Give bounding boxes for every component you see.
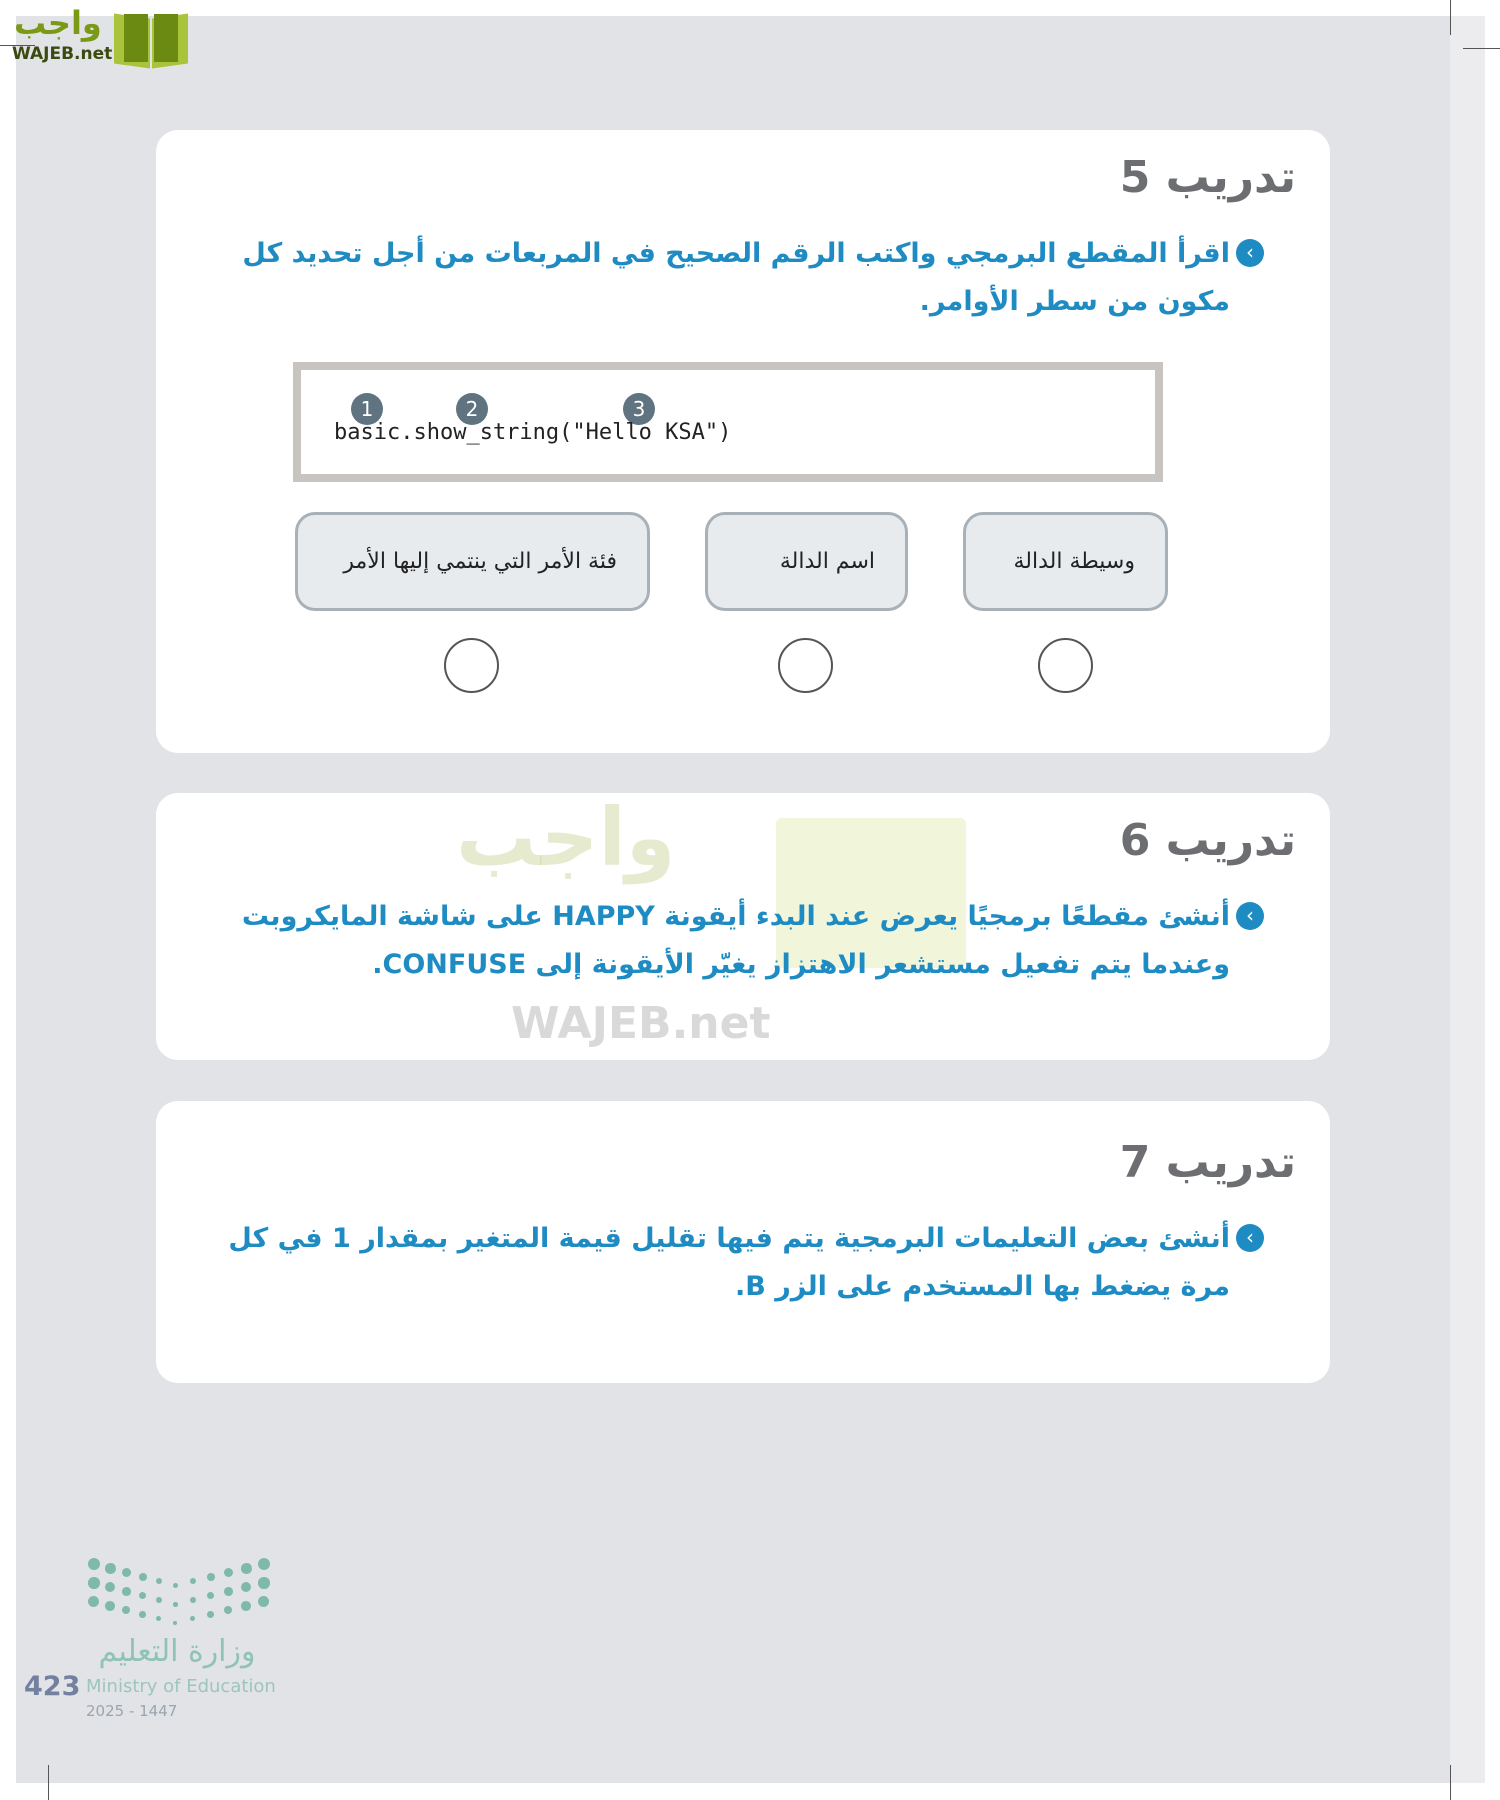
logo-dot bbox=[122, 1587, 131, 1596]
question-text: اقرأ المقطع البرمجي واكتب الرقم الصحيح في المربعات من أجل تحديد كل مكون من سطر الأوامر. bbox=[242, 238, 1230, 317]
crop-mark bbox=[1450, 1765, 1451, 1800]
watermark-arabic: واجب bbox=[456, 791, 676, 884]
logo-dot bbox=[173, 1602, 178, 1607]
logo-dot bbox=[173, 1583, 178, 1588]
exercise-5-card bbox=[156, 130, 1330, 753]
crop-mark bbox=[1463, 48, 1500, 49]
exercise-title: تدريب 5 bbox=[1119, 152, 1296, 203]
academic-years: 2025 - 1447 bbox=[86, 1702, 178, 1720]
badge-2: 2 bbox=[456, 393, 488, 425]
watermark-latin: WAJEB.net bbox=[511, 998, 771, 1049]
logo-dot bbox=[258, 1596, 269, 1607]
chevron-left-icon: ‹ bbox=[1236, 1224, 1264, 1252]
logo-dot bbox=[258, 1577, 270, 1589]
badge-1: 1 bbox=[351, 393, 383, 425]
logo-dot bbox=[156, 1597, 162, 1603]
answer-circle-1[interactable] bbox=[1038, 638, 1093, 693]
option-command-category: فئة الأمر التي ينتمي إليها الأمر bbox=[295, 512, 650, 611]
question-text: أنشئ بعض التعليمات البرمجية يتم فيها تقليل قيمة المتغير بمقدار 1 في كل مرة يضغط بها المستخدم على الزر B. bbox=[228, 1223, 1230, 1302]
exercise-title: تدريب 7 bbox=[1119, 1137, 1296, 1188]
answer-circle-3[interactable] bbox=[444, 638, 499, 693]
badge-3: 3 bbox=[623, 393, 655, 425]
wajeb-logo: واجب WAJEB.net bbox=[10, 4, 190, 68]
page-number: 423 bbox=[24, 1671, 81, 1702]
page-edge bbox=[1450, 16, 1485, 1783]
logo-dot bbox=[88, 1596, 99, 1607]
exercise-title: تدريب 6 bbox=[1119, 815, 1296, 866]
logo-dot bbox=[207, 1611, 214, 1618]
exercise-7-card bbox=[156, 1101, 1330, 1383]
option-function-argument: وسيطة الدالة bbox=[963, 512, 1168, 611]
answer-circle-2[interactable] bbox=[778, 638, 833, 693]
logo-dot bbox=[88, 1558, 100, 1570]
option-function-name: اسم الدالة bbox=[705, 512, 908, 611]
logo-dot bbox=[241, 1563, 252, 1574]
chevron-left-icon: ‹ bbox=[1236, 902, 1264, 930]
code-line: basic.show_string("Hello KSA") bbox=[334, 420, 732, 445]
logo-dot bbox=[173, 1621, 177, 1625]
logo-dot bbox=[105, 1563, 116, 1574]
logo-dot bbox=[190, 1597, 196, 1603]
ministry-name-english: Ministry of Education bbox=[86, 1676, 276, 1697]
code-box bbox=[293, 362, 1163, 482]
exercise-6-card bbox=[156, 793, 1330, 1060]
logo-dot bbox=[139, 1611, 146, 1618]
logo-dot bbox=[207, 1573, 215, 1581]
chevron-left-icon: ‹ bbox=[1236, 239, 1264, 267]
logo-dot bbox=[224, 1587, 233, 1596]
crop-mark bbox=[48, 1765, 49, 1800]
logo-dot bbox=[258, 1558, 270, 1570]
crop-mark bbox=[1450, 0, 1451, 35]
logo-dot bbox=[105, 1601, 115, 1611]
ministry-name-arabic: وزارة التعليم bbox=[98, 1634, 256, 1669]
logo-dot bbox=[88, 1577, 100, 1589]
question-text: أنشئ مقطعًا برمجيًا يعرض عند البدء أيقونة HAPPY على شاشة المايكروبت وعندما يتم تفعيل مستشعر الاهتزاز يغيّر الأيقونة إلى CONFUSE. bbox=[241, 901, 1230, 980]
logo-dot bbox=[241, 1601, 251, 1611]
logo-dot bbox=[139, 1573, 147, 1581]
